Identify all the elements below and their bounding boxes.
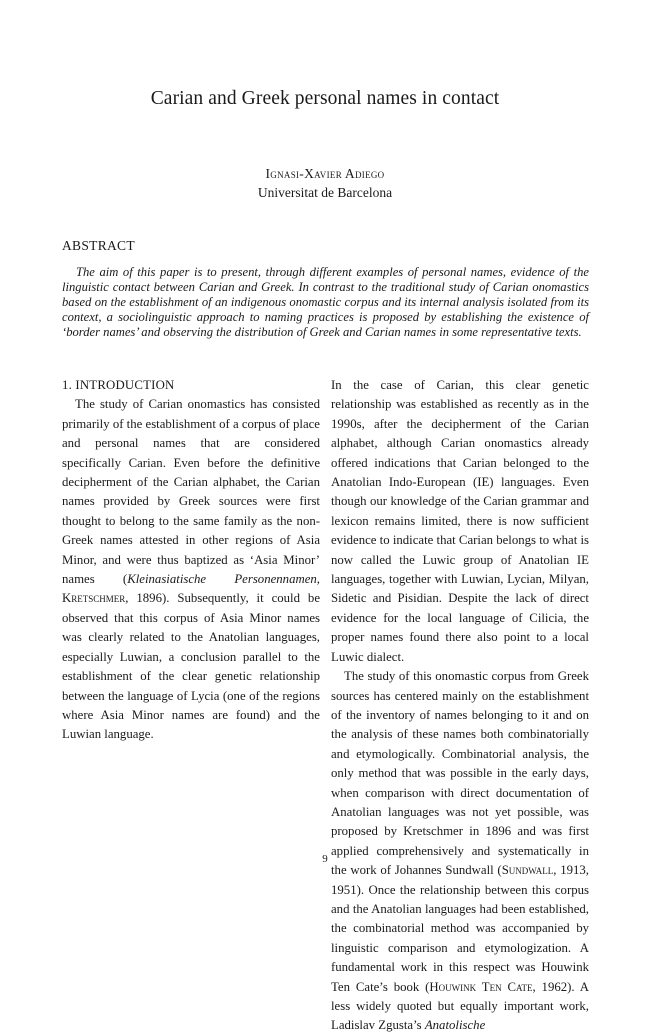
p3-cited-author-1: Sundwall [501, 863, 554, 878]
p1-text-e: , 1896). Subsequently, it could be observed that this corpus of Asia Minor names was clearly related to the Anatolian languages, especially Luwian, a conclusion parallel to the establishment of the clear genetic relationship between the language of Lycia (one of the regions where Asia Minor names are found) and the Luwian language. [62, 591, 320, 742]
author-affiliation: Universitat de Barcelona [257, 185, 393, 200]
section-heading: 1. INTRODUCTION [62, 378, 175, 392]
paragraph-2-continuation [331, 376, 589, 667]
p2-text: In the case of Carian, this clear genetic relationship was established as recently as in the 1990s, after the decipherment of the Carian alphabet, although Carian onomastics already offered indications that Carian belonged to the Anatolian Indo-European (IE) languages. Even though our knowledge of the Carian grammar and lexicon remains limited, there is now sufficient evidence to indicate that Carian belongs to what is now called the Luwic group of Anatolian IE languages, together with Luwian, Lycian, Milyan, Sidetic and Pisidian. Despite the lack of direct evidence for the local language of Cilicia, the proper names found there also point to a local Luwic dialect. [331, 378, 589, 664]
p3-book-title: Anatolische [424, 1018, 486, 1033]
p1-book-title: Kleinasiatische Personennamen [127, 572, 317, 587]
p1-text-c: , [316, 572, 320, 587]
right-column [331, 376, 589, 1036]
p3-text-c: , 1913, 1951). Once the relationship between this corpus and the Anatolian languages had been established, the combinatorial method was accompanied by linguistic comparison and etymologization. A fundamental work in this respect was Houwink Ten Cate’s book ( [331, 863, 590, 994]
p1-text-a: The study of Carian onomastics has consisted primarily of the establishment of a corpus of place and personal names that are considered specifically Carian. Even before the definitive decipherment of the Carian alphabet, the Carian names provided by Greek sources were first thought to belong to the same family as the non-Greek names attested in other regions of Asia Minor, and were thus baptized as ‘Asia Minor’ names ( [62, 397, 320, 587]
p3-text-e: , 1962). A less widely quoted but equally important work, Ladislav Zgusta’s [331, 979, 589, 1033]
p1-cited-author: Kretschmer [62, 591, 126, 606]
author-name: Ignasi-Xavier Adiego [265, 166, 385, 181]
paragraph-3 [331, 667, 589, 1036]
page-number: 9 [322, 853, 328, 865]
p3-cited-author-2: Houwink Ten Cate [429, 979, 533, 994]
paper-title: Carian and Greek personal names in contact [150, 88, 500, 109]
left-column [62, 376, 320, 745]
paragraph-1 [62, 395, 320, 744]
abstract-text: The aim of this paper is to present, through different examples of personal names, evidence of the linguistic contact between Carian and Greek. In contrast to the traditional study of Carian onomastics based on the establishment of an indigenous onomastic corpus and its internal analysis isolated from its context, a sociolinguistic approach to naming practices is proposed by establishing the existence of ‘border names’ and observing the distribution of Greek and Carian names in some representative texts. [62, 265, 589, 340]
abstract-heading: ABSTRACT [62, 238, 135, 253]
p3-text-a: The study of this onomastic corpus from Greek sources has centered mainly on the establishment of the inventory of names belonging to it and on the analysis of these names both combinatorially and etymologically. Combinatorial analysis, the only method that was possible in the early days, when comparison with direct documentation of Anatolian languages was not yet possible, was proposed by Kretschmer in 1896 and was first applied comprehensively and systematically in the work of Johannes Sundwall ( [331, 669, 589, 878]
